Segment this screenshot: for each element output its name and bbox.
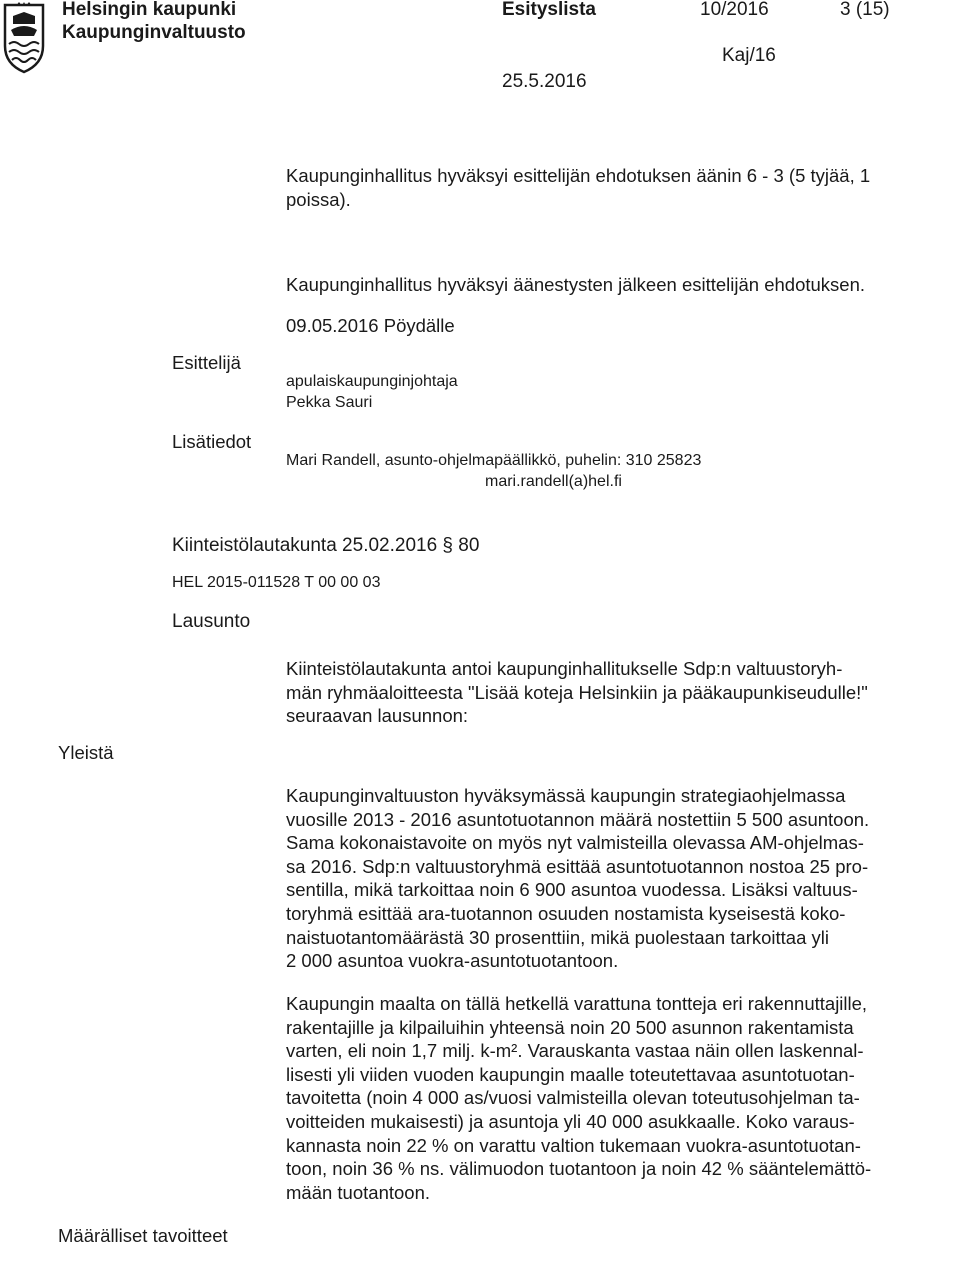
text-line: män ryhmäaloitteesta "Lisää koteja Helsinkiin ja pääkaupunkiseudulle!" — [286, 681, 868, 703]
section-targets: Määrälliset tavoitteet — [58, 1225, 228, 1246]
presenter-title: apulaiskaupunginjohtaja — [286, 373, 458, 390]
body-name: Kaupunginvaltuusto — [62, 22, 246, 43]
text-line: mään tuotantoon. — [286, 1181, 430, 1203]
meeting-date: 25.5.2016 — [502, 71, 587, 92]
text-line: tavoitetta (noin 4 000 as/vuosi valmisteilla olevan toteutusohjelman ta- — [286, 1087, 860, 1109]
text-line: voitteiden mukaisesti) ja asuntoja yli 40 000 asukkaalle. Koko varaus- — [286, 1110, 855, 1132]
org-name: Helsingin kaupunki — [62, 0, 237, 20]
case-number: Kaj/16 — [722, 45, 776, 66]
contact-email[interactable]: mari.randell(a)hel.fi — [485, 473, 622, 490]
text-line: toon, noin 36 % ns. välimuodon tuotantoon ja noin 42 % sääntelemättö- — [286, 1158, 872, 1180]
text-line: sa 2016. Sdp:n valtuustoryhmä esittää asuntotuotannon nostoa 25 pro- — [286, 855, 869, 877]
presenter-name: Pekka Sauri — [286, 394, 373, 411]
helsinki-crest-icon — [2, 2, 46, 74]
text-line: lisesti yli viiden vuoden kaupungin maalle toteutettavaa asuntotuotan- — [286, 1063, 855, 1085]
text-line: Kaupunginhallitus hyväksyi äänestysten jälkeen esittelijän ehdotuksen. — [286, 274, 866, 295]
agenda-number: 10/2016 — [700, 0, 769, 20]
info-label: Lisätiedot — [172, 431, 252, 452]
tabled-text — [286, 314, 946, 338]
text-line: poissa). — [286, 188, 351, 210]
case-reference: HEL 2015-011528 T 00 00 03 — [172, 574, 381, 591]
paragraph-strategy — [286, 784, 946, 973]
doc-type: Esityslista — [502, 0, 596, 20]
text-line: 2 000 asuntoa vuokra-asuntotuotantoon. — [286, 950, 619, 972]
text-line: Kaupunginvaltuuston hyväksymässä kaupungin strategiaohjelmassa — [286, 785, 846, 806]
text-line: 09.05.2016 Pöydälle — [286, 315, 455, 336]
text-line: toryhmä esittää ara-tuotannon osuuden nostamista kyseisestä koko- — [286, 902, 846, 924]
statement-label: Lausunto — [172, 611, 251, 632]
board-heading: Kiinteistölautakunta 25.02.2016 § 80 — [172, 535, 480, 556]
text-line: sentilla, mikä tarkoittaa noin 6 900 asuntoa vuodessa. Lisäksi valtuus- — [286, 879, 858, 901]
contact-info: Mari Randell, asunto-ohjelmapäällikkö, puhelin: 310 25823 — [286, 452, 702, 469]
text-line: rakentajille ja kilpailuihin yhteensä noin 20 500 asunnon rakentamista — [286, 1016, 854, 1038]
text-line: Sama kokonaistavoite on myös nyt valmisteilla olevassa AM-ohjelmas- — [286, 832, 864, 854]
section-general: Yleistä — [58, 742, 114, 763]
text-line: varten, eli noin 1,7 milj. k-m². Varauskanta vastaa näin ollen laskennal- — [286, 1040, 864, 1062]
text-line: Kaupunginhallitus hyväksyi esittelijän ehdotuksen äänin 6 - 3 (5 tyjää, 1 — [286, 165, 871, 186]
vote-paragraph — [286, 164, 946, 211]
text-line: naistuotantomäärästä 30 prosenttiin, mikä puolestaan tarkoittaa yli — [286, 926, 829, 948]
text-line: Kiinteistölautakunta antoi kaupunginhallitukselle Sdp:n valtuustoryh- — [286, 658, 843, 679]
intro-paragraph — [286, 657, 946, 728]
page-number: 3 (15) — [840, 0, 890, 20]
presenter-label: Esittelijä — [172, 352, 241, 373]
text-line: seuraavan lausunnon: — [286, 705, 469, 727]
paragraph-reservations — [286, 992, 946, 1204]
text-line: vuosille 2013 - 2016 asuntotuotannon määrä nostettiin 5 500 asuntoon. — [286, 808, 870, 830]
text-line: kannasta noin 22 % on varattu valtion tukemaan vuokra-asuntotuotan- — [286, 1134, 861, 1156]
after-vote-text — [286, 273, 946, 297]
text-line: Kaupungin maalta on tällä hetkellä varattuna tontteja eri rakennuttajille, — [286, 993, 868, 1014]
